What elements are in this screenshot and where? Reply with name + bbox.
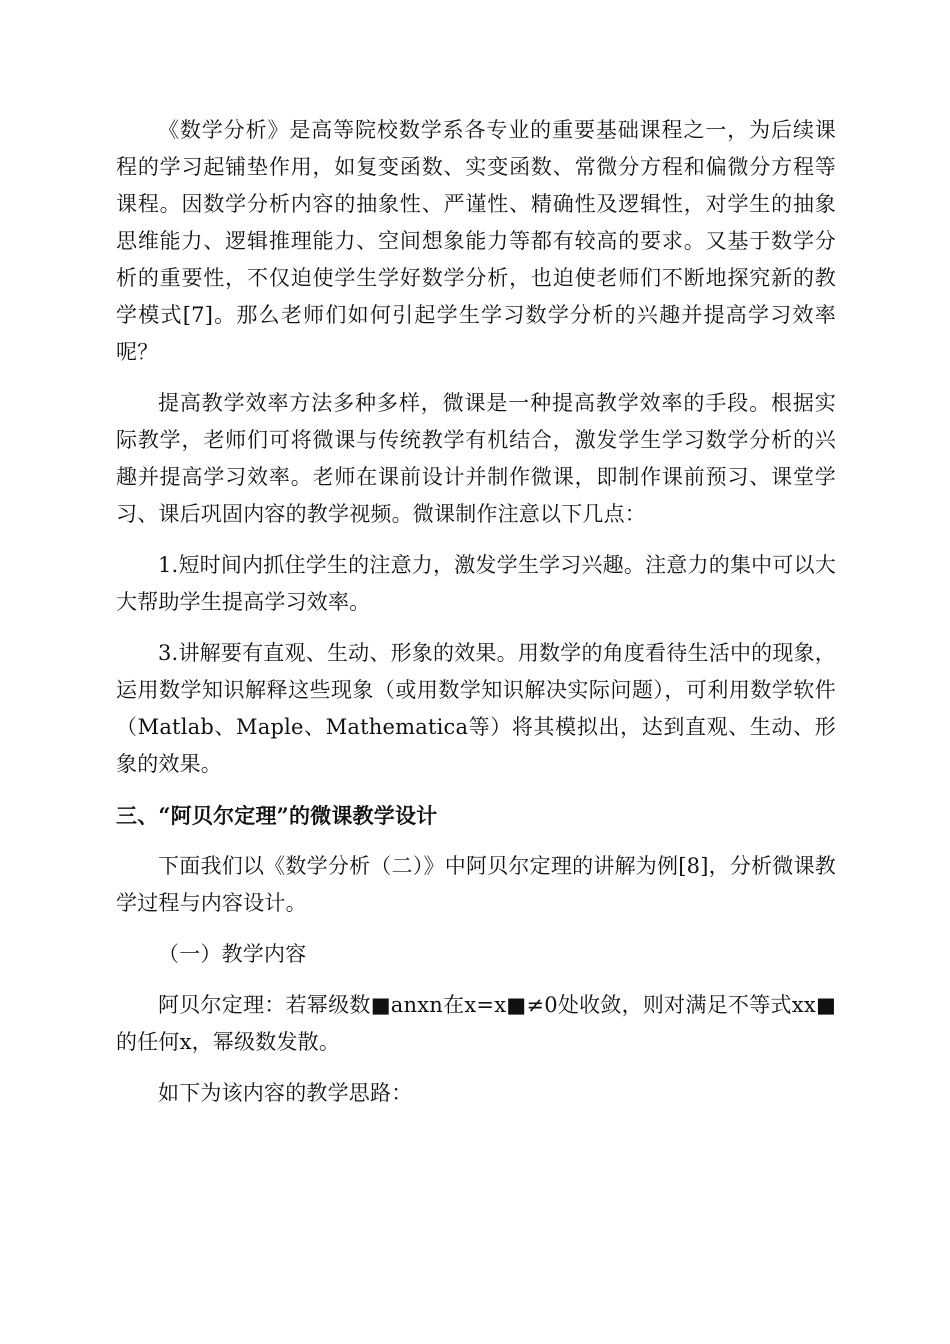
teaching-idea-paragraph: 如下为该内容的教学思路： bbox=[158, 1081, 413, 1105]
section-heading: 三、“阿贝尔定理”的微课教学设计 bbox=[116, 803, 438, 828]
list-item-1: 1.短时间内抓住学生的注意力，激发学生学习兴趣。注意力的集中可以大大帮助学生提高学习效率。 bbox=[116, 553, 836, 614]
subsection-heading: （一）教学内容 bbox=[158, 942, 307, 966]
example-paragraph: 下面我们以《数学分析（二）》中阿贝尔定理的讲解为例[8]，分析微课教学过程与内容设计。 bbox=[116, 854, 836, 915]
theorem-paragraph: 阿贝尔定理：若幂级数■anxn在x=x■≠0处收敛，则对满足不等式xx■的任何x，幂级数发散。 bbox=[116, 993, 836, 1054]
document-page bbox=[116, 112, 836, 1112]
micro-lecture-paragraph: 提高教学效率方法多种多样，微课是一种提高教学效率的手段。根据实际教学，老师们可将微课与传统教学有机结合，激发学生学习数学分析的兴趣并提高学习效率。老师在课前设计并制作微课，即制作课前预习、课堂学习、课后巩固内容的教学视频。微课制作注意以下几点： bbox=[116, 391, 836, 526]
list-item-3: 3.讲解要有直观、生动、形象的效果。用数学的角度看待生活中的现象，运用数学知识解释这些现象（或用数学知识解决实际问题），可利用数学软件（Matlab、Maple、Mathematica等）将其模拟出，达到直观、生动、形象的效果。 bbox=[116, 641, 836, 776]
intro-paragraph: 《数学分析》是高等院校数学系各专业的重要基础课程之一，为后续课程的学习起铺垫作用，如复变函数、实变函数、常微分方程和偏微分方程等课程。因数学分析内容的抽象性、严谨性、精确性及逻辑性，对学生的抽象思维能力、逻辑推理能力、空间想象能力等都有较高的要求。又基于数学分析的重要性，不仅迫使学生学好数学分析，也迫使老师们不断地探究新的教学模式[7]。那么老师们如何引起学生学习数学分析的兴趣并提高学习效率呢？ bbox=[116, 118, 836, 364]
